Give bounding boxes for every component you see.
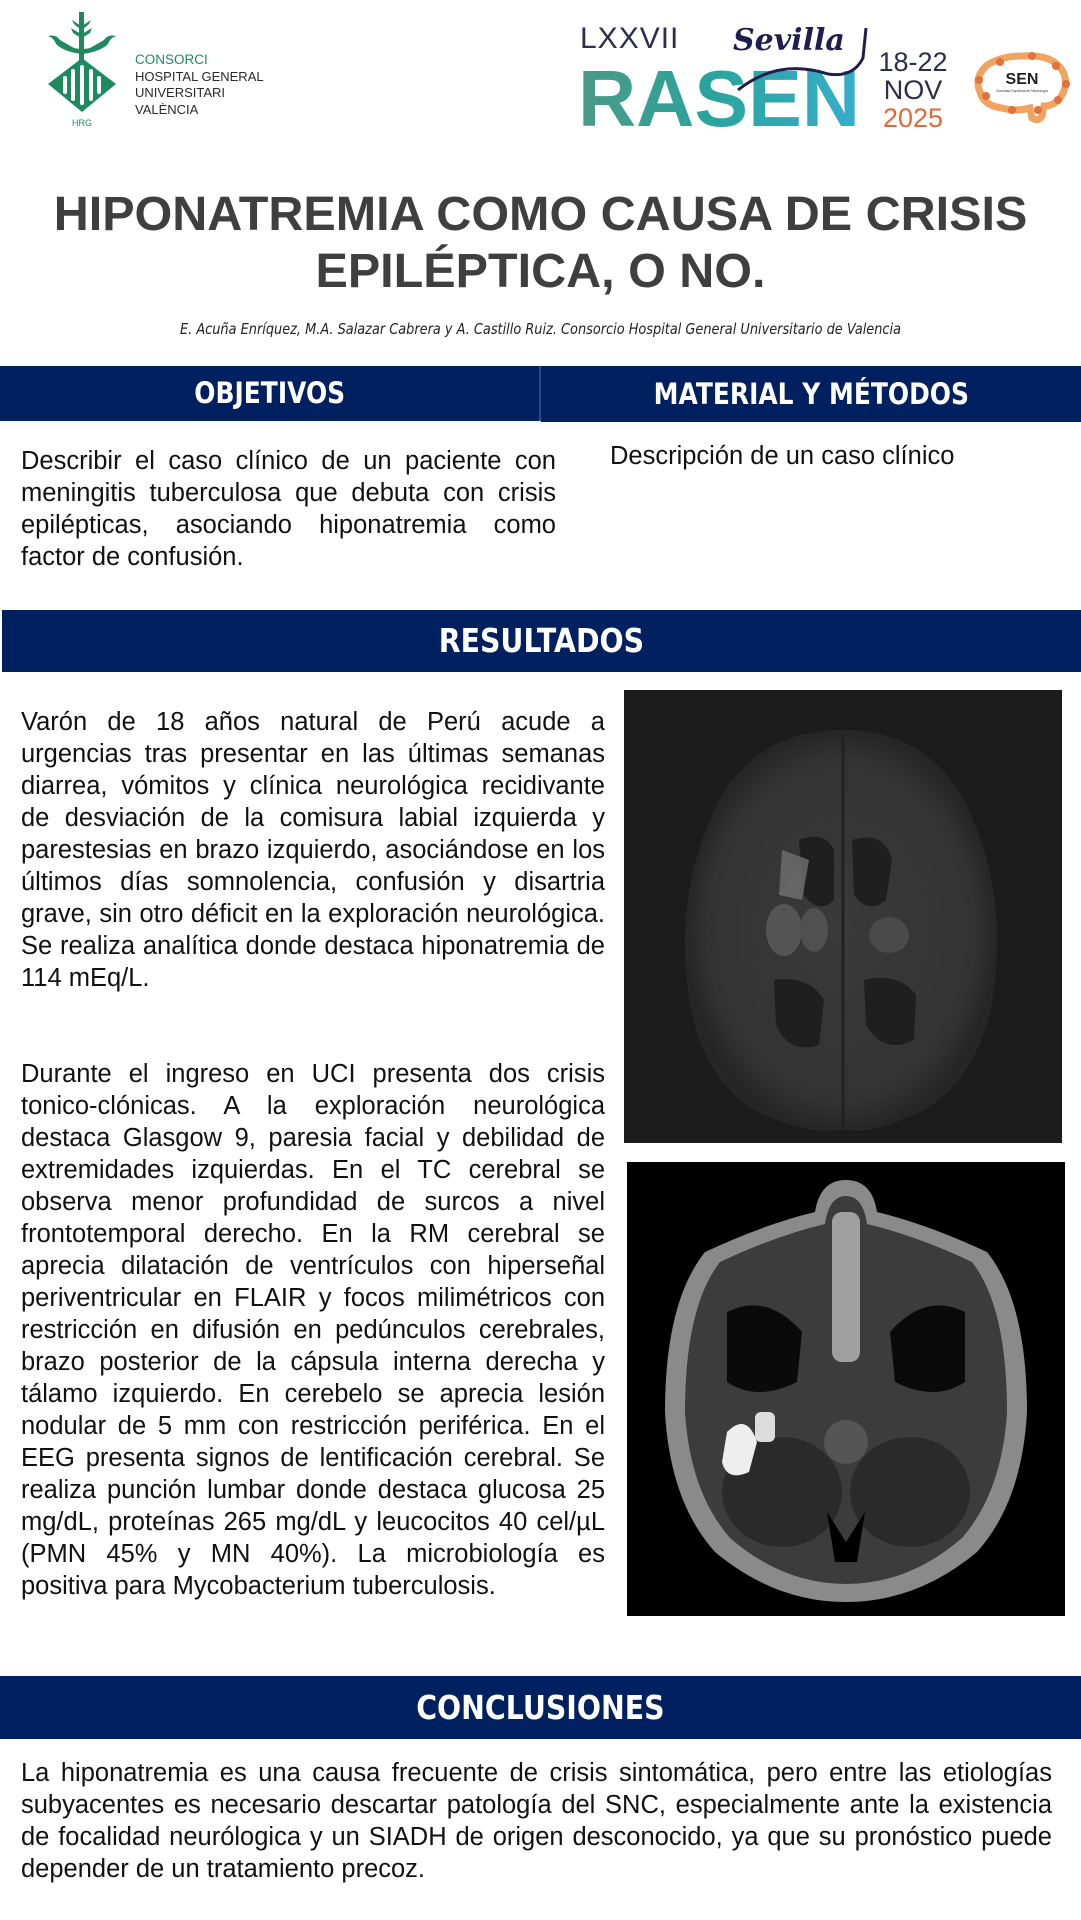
society-logo [972,50,1072,130]
society-acronym: SEN [1005,71,1039,88]
hospital-name-line: VALÈNCIA [135,101,199,117]
section-header-material [541,366,1081,422]
brain-icon [972,50,1072,130]
authors: E. Acuña Enríquez, M.A. Salazar Cabrera y A. Castillo Ruiz. Consorcio Hospital General Universitario de Valencia [179,320,902,338]
society-full-name: Sociedad Española de Neurología [996,89,1048,93]
section-heading: OBJETIVOS [194,376,345,410]
resultados-paragraph: Varón de 18 años natural de Perú acude a urgencias tras presentar en las últimas semanas diarrea, vómitos y clínica neurológica recidivante de desviación de la comisura labial izquierda y parestesias en brazo izquierdo, asociándose en los últimos días somnolencia, confusión y disartria grave, sin otro déficit en la exploración neurológica. Se realiza analítica donde destaca hiponatremia de 114 mEq/L. [21,708,605,992]
congress-name: RASEN [578,54,860,130]
hospital-name-line: CONSORCI [135,52,208,67]
congress-days: 18-22 [878,47,948,77]
objetivos-text: Describir el caso clínico de un paciente con meningitis tuberculosa que debuta con crisis epilépticas, asociando hiponatremia como factor de confusión. [21,447,556,571]
section-header-conclusiones [0,1676,1081,1739]
conclusiones-text: La hiponatremia es una causa frecuente de crisis sintomática, pero entre las etiologías subyacentes es necesario descartar patología del SNC, especialmente ante la existencia de focalidad neurólogica y un SIADH de origen desconocido, ya que su pronóstico puede depender de un tratamiento precoz. [21,1759,1052,1883]
hospital-name-line: UNIVERSITARI [135,85,226,100]
section-header-objetivos [0,366,541,421]
hospital-name-line: HOSPITAL GENERAL [135,68,264,84]
hospital-logo [44,6,120,128]
section-heading: RESULTADOS [438,621,645,660]
mri-axial-diffusion-image [624,690,1062,1143]
poster-title [0,186,1081,300]
title-line: EPILÉPTICA, O NO. [315,244,766,298]
congress-dates [878,48,948,132]
section-heading: MATERIAL Y MÉTODOS [653,377,969,411]
congress-month: NOV [883,75,943,105]
congress-year: 2025 [882,103,944,133]
hospital-name [135,52,264,118]
congress-logo [578,18,878,130]
mri-axial-posterior-fossa-image [627,1162,1065,1616]
section-header-resultados [2,610,1081,672]
resultados-paragraph: Durante el ingreso en UCI presenta dos crisis tonico-clónicas. A la exploración neurológica destaca Glasgow 9, paresia facial y debilidad de extremidades izquierdas. En el TC cerebral se observa menor profundidad de surcos a nivel frontotemporal derecho. En la RM cerebral se aprecia dilatación de ventrículos con hiperseñal periventricular en FLAIR y focos milimétricos con restricción en difusión en pedúnculos cerebrales, brazo posterior de la cápsula interna derecha y tálamo izquierdo. En cerebelo se aprecia lesión nodular de 5 mm con restricción periférica. En el EEG presenta signos de lentificación cerebral. Se realiza punción lumbar donde destaca glucosa 25 mg/dL, proteínas 265 mg/dL y leucocitos 40 cel/µL (PMN 45% y MN 40%). La microbiología es positiva para Mycobacterium tuberculosis. [21,1060,605,1600]
hospital-emblem-icon [44,6,120,128]
title-line: HIPONATREMIA COMO CAUSA DE CRISIS [53,187,1028,241]
svg-text:HRG: HRG [72,118,92,128]
material-text: Descripción de un caso clínico [610,442,955,470]
congress-city: Sevilla [733,23,845,58]
section-heading: CONCLUSIONES [416,1688,665,1727]
congress-edition: LXXVII [580,22,680,55]
